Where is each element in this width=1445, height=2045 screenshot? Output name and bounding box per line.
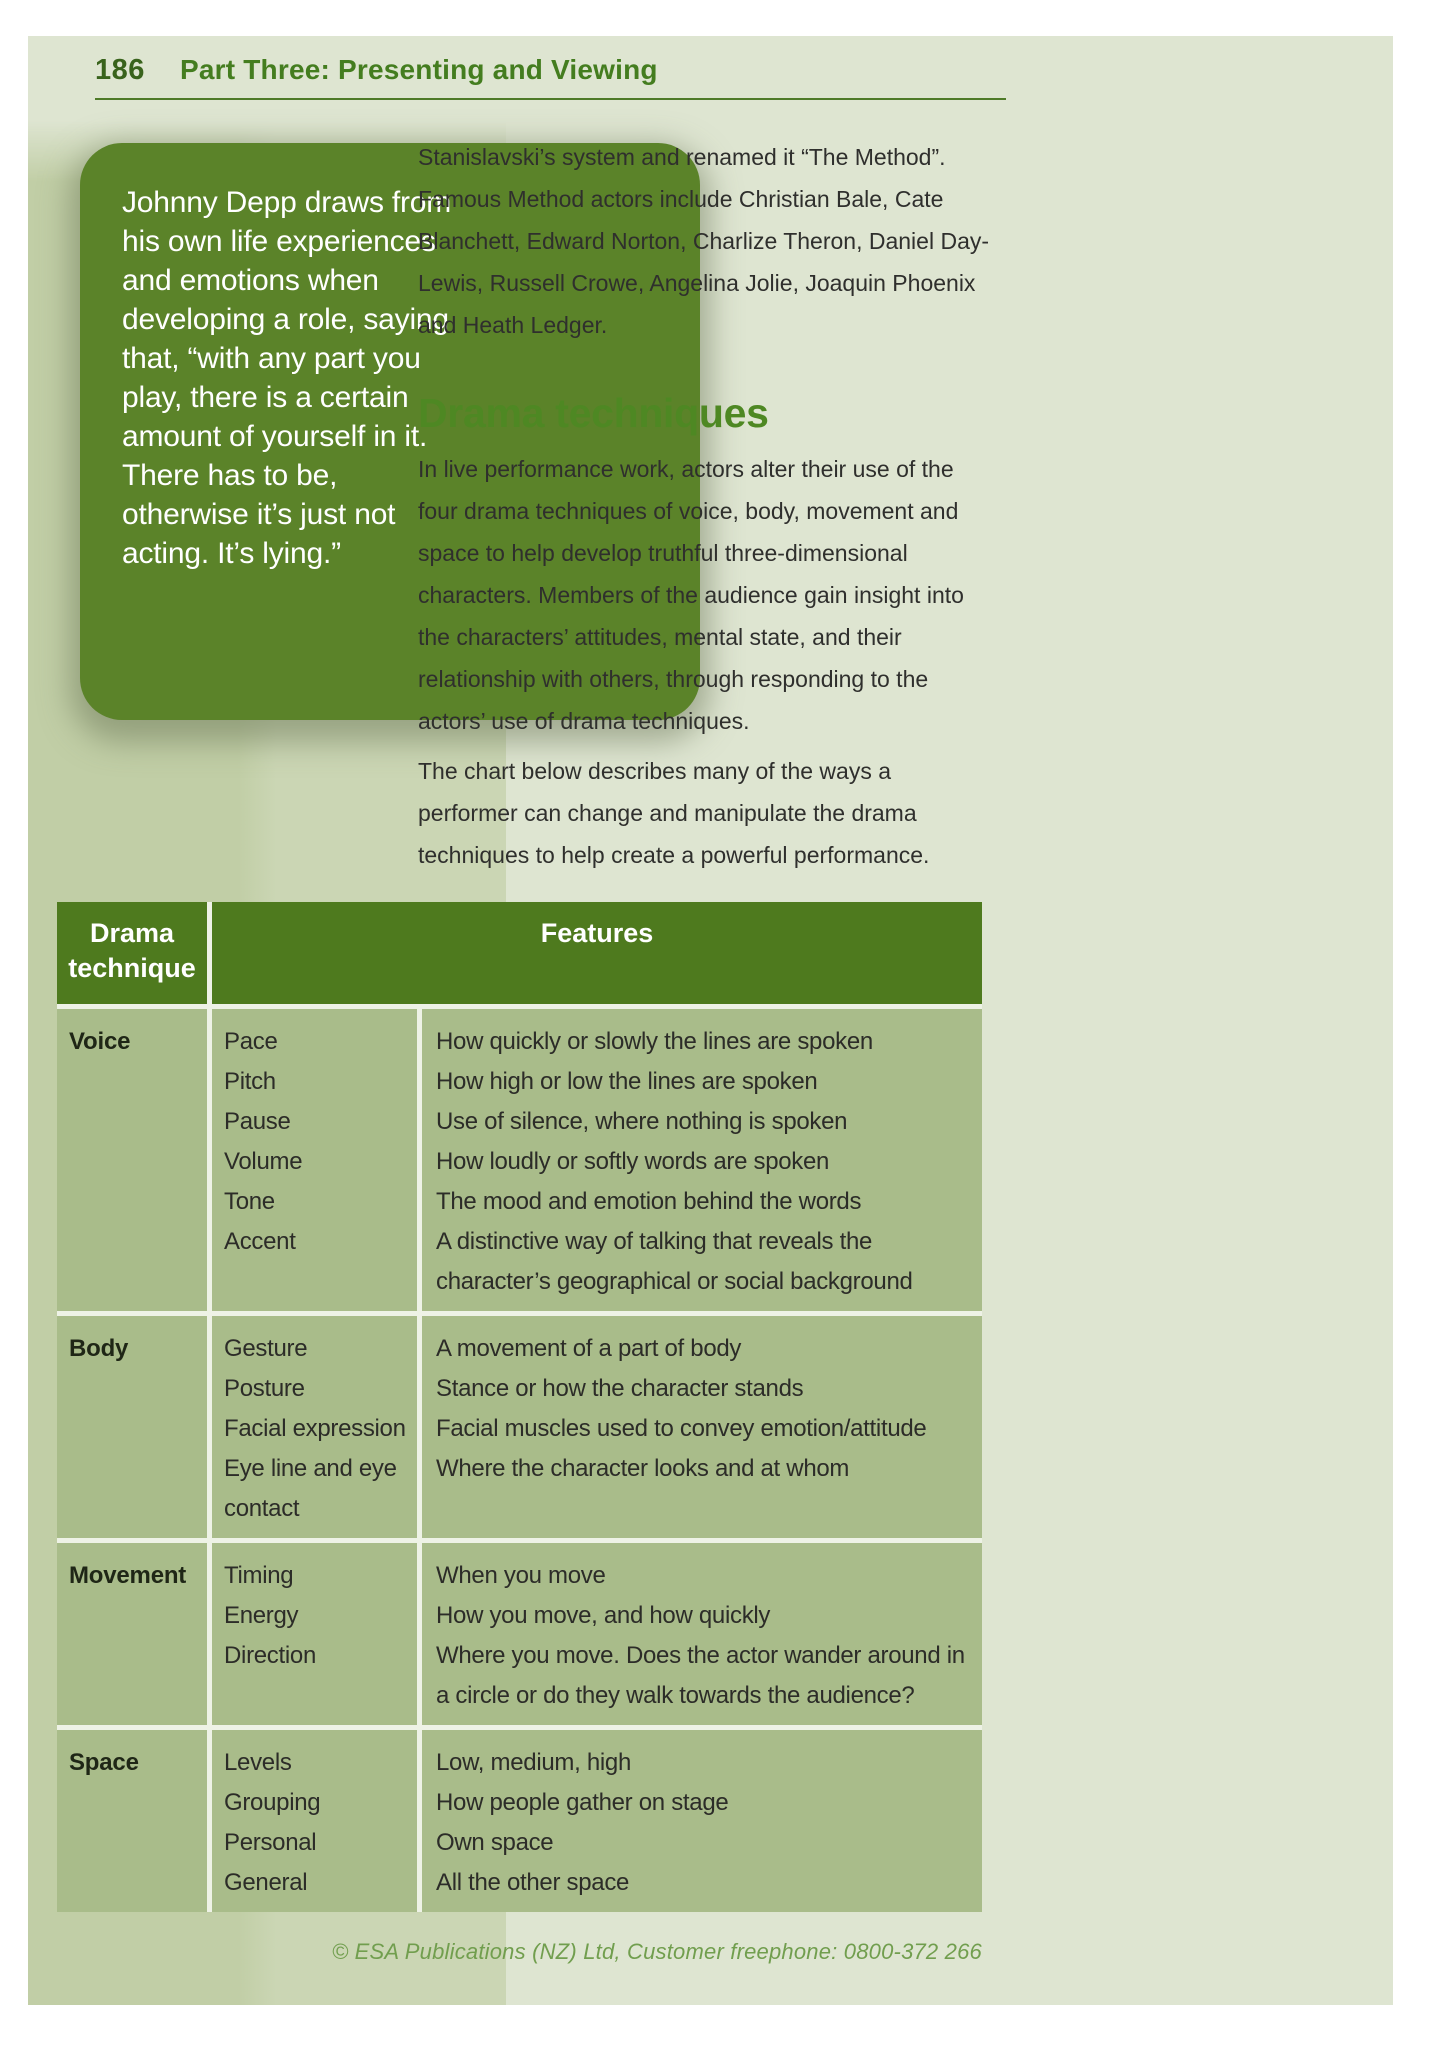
header-rule <box>95 98 1006 100</box>
technique-label: Space <box>69 1749 139 1776</box>
copyright-footer: © ESA Publications (NZ) Ltd, Customer freephone: 0800-372 266 <box>331 1939 982 1964</box>
item-line: Personal <box>224 1829 317 1856</box>
feature-line: How quickly or slowly the lines are spoken <box>436 1028 873 1055</box>
features-cell <box>422 1543 982 1725</box>
feature-line: Facial muscles used to convey emotion/attitude <box>436 1415 927 1442</box>
item-line: Volume <box>224 1148 303 1175</box>
drama-techniques-heading: Drama techniques <box>418 390 769 436</box>
table-row-space <box>57 1725 982 1912</box>
item-line: Pace <box>224 1028 278 1055</box>
paragraph-method-actors: Stanislavski’s system and renamed it “The Method”. Famous Method actors include Christian Bale, Cate Blanchett, Edward Norton, Charlize Theron, Daniel Day-Lewis, Russell Crowe, Angelina Jolie, Joaquin Phoenix and Heath Ledger. <box>418 144 990 338</box>
features-cell <box>422 1316 982 1538</box>
feature-line: A distinctive way of talking that reveals the character’s geographical or social background <box>436 1228 913 1295</box>
items-cell <box>212 1316 422 1538</box>
feature-line: Use of silence, where nothing is spoken <box>436 1108 848 1135</box>
section-title: Part Three: Presenting and Viewing <box>180 54 658 85</box>
page-paper-background <box>28 36 1393 2005</box>
paragraph-drama-techniques: In live performance work, actors alter their use of the four drama techniques of voice, body, movement and space to help develop truthful three-dimensional characters. Members of the audience gain insight into the characters’ attitudes, mental state, and their relationship with others, through responding to the actors’ use of drama techniques. <box>418 456 964 734</box>
technique-label: Movement <box>69 1562 187 1589</box>
technique-label: Voice <box>69 1028 131 1055</box>
features-cell <box>422 1730 982 1912</box>
paragraph-chart-intro: The chart below describes many of the ways a performer can change and manipulate the drama techniques to help create a powerful performance. <box>418 758 930 868</box>
drama-techniques-table <box>57 902 982 1912</box>
item-line: Pitch <box>224 1068 276 1095</box>
table-header-drama-technique: Drama technique <box>57 902 212 1004</box>
table-row-body <box>57 1311 982 1538</box>
items-cell <box>212 1543 422 1725</box>
table-header-row <box>57 902 982 1004</box>
item-line: Accent <box>224 1228 296 1255</box>
features-cell <box>422 1009 982 1311</box>
item-line: Eye line and eye contact <box>224 1455 397 1522</box>
technique-label: Body <box>69 1335 129 1362</box>
items-cell <box>212 1009 422 1311</box>
item-line: Energy <box>224 1602 299 1629</box>
item-line: Direction <box>224 1642 316 1669</box>
feature-line: When you move <box>436 1562 606 1589</box>
item-line: Timing <box>224 1562 294 1589</box>
feature-line: A movement of a part of body <box>436 1335 742 1362</box>
feature-line: The mood and emotion behind the words <box>436 1188 862 1215</box>
feature-line: Where you move. Does the actor wander around in a circle or do they walk towards the audience? <box>436 1642 965 1709</box>
items-cell <box>212 1730 422 1912</box>
item-line: Gesture <box>224 1335 308 1362</box>
technique-cell <box>57 1316 212 1538</box>
feature-line: How people gather on stage <box>436 1789 729 1816</box>
feature-line: Low, medium, high <box>436 1749 632 1776</box>
table-row-voice <box>57 1004 982 1311</box>
technique-cell <box>57 1543 212 1725</box>
feature-line: How you move, and how quickly <box>436 1602 771 1629</box>
technique-cell <box>57 1009 212 1311</box>
item-line: Levels <box>224 1749 292 1776</box>
item-line: Posture <box>224 1375 305 1402</box>
item-line: Grouping <box>224 1789 321 1816</box>
quote-text: Johnny Depp draws from his own life experiences and emotions when developing a role, saying that, “with any part you play, there is a certain amount of yourself in it. There has to be, otherwise it’s just not acting. It’s lying.” <box>122 186 452 570</box>
feature-line: Where the character looks and at whom <box>436 1455 850 1482</box>
page-number: 186 <box>95 54 145 86</box>
feature-line: All the other space <box>436 1869 630 1896</box>
item-line: Facial expression <box>224 1415 406 1442</box>
feature-line: How high or low the lines are spoken <box>436 1068 818 1095</box>
feature-line: How loudly or softly words are spoken <box>436 1148 830 1175</box>
feature-line: Stance or how the character stands <box>436 1375 804 1402</box>
item-line: Pause <box>224 1108 291 1135</box>
technique-cell <box>57 1730 212 1912</box>
item-line: General <box>224 1869 308 1896</box>
table-row-movement <box>57 1538 982 1725</box>
item-line: Tone <box>224 1188 275 1215</box>
feature-line: Own space <box>436 1829 554 1856</box>
table-header-features: Features <box>540 918 654 948</box>
